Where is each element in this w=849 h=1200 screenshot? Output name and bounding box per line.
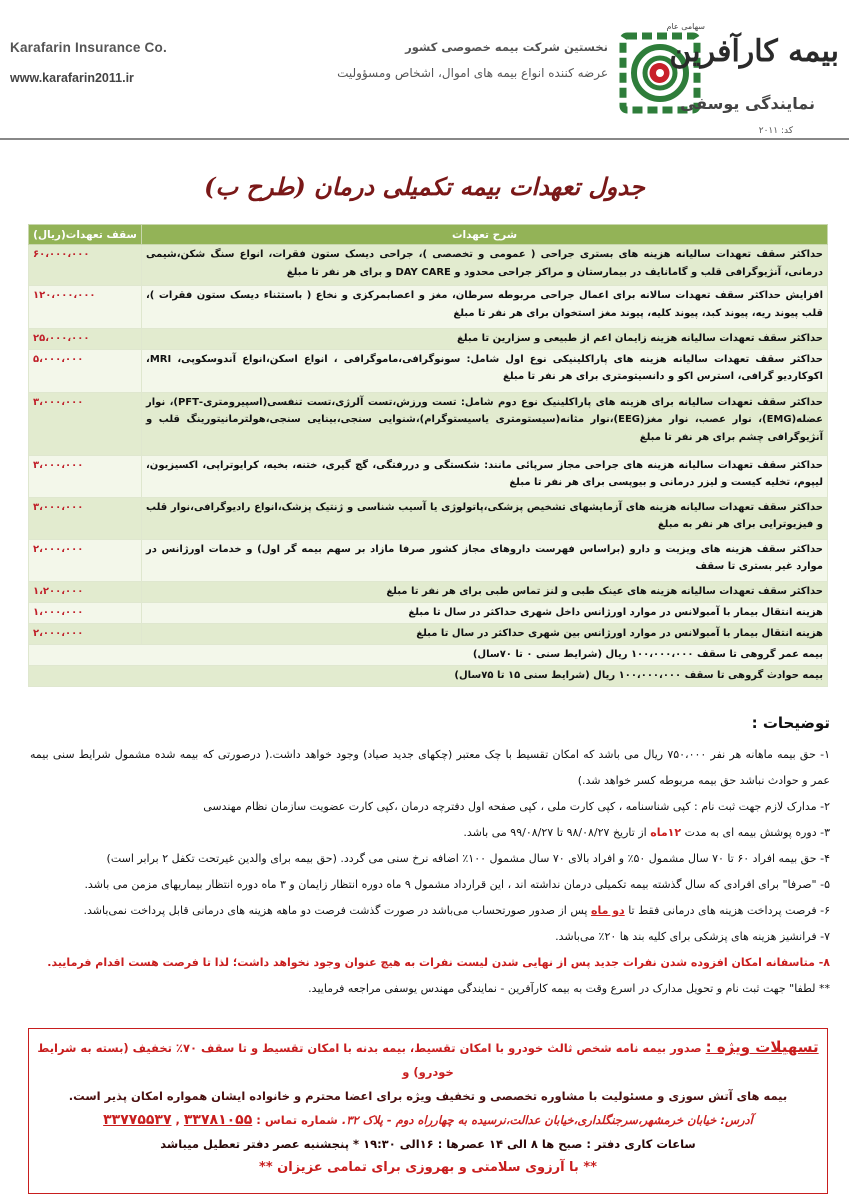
closing-wish: ** با آرزوی سلامتی و بهروزی برای تمامی عزیزان **: [259, 1160, 597, 1175]
table-footer-row: [29, 644, 828, 665]
notes-heading: توضیحات :: [751, 714, 830, 732]
logo-name: بیمه کارآفرین: [669, 34, 839, 69]
tagline-2: عرضه کننده انواع بیمه های اموال، اشخاص ومسؤولیت: [337, 66, 608, 80]
row-amount: ۱۲۰،۰۰۰،۰۰۰: [29, 286, 142, 329]
row-amount: ۳،۰۰۰،۰۰۰: [29, 455, 142, 497]
row-desc: حداکثر سقف تعهدات سالیانه هزینه های پاراکلینیکی نوع اول شامل: سونوگرافی،ماموگرافی ، انواع اسکن،انواع آندوسکوپی، MRI، اکوکاردیو گرافی، استرس اکو و دانسیتومتری برای هر نفر تا مبلغ: [142, 349, 828, 392]
row-amount: ۶۰،۰۰۰،۰۰۰: [29, 245, 142, 286]
row-desc: افزایش حداکثر سقف تعهدات سالانه برای اعمال جراحی مربوطه سرطان، مغز و اعصابمرکزی و نخاع ( باستثناء دیسک ستون فقرات )، قلب پیوند ریه، پیوند کبد، پیوند کلیه، پیوند مغز استخوان برای هر نفر تا مبلغ: [142, 286, 828, 329]
table-row: [29, 392, 828, 455]
phone-number-1[interactable]: ۳۳۷۸۱۰۵۵: [183, 1112, 253, 1128]
col-header-amount: سقف تعهدات(ریال): [29, 225, 142, 245]
row-desc: حداکثر سقف تعهدات سالیانه هزینه های آزمایشهای تشخیص پزشکی،پاتولوژی یا آسیب شناسی و ژنتیک پزشک،انواع رادیوگرافی،نوار قلب و فیزیوترایی برای هر نفر به مبلغ: [142, 497, 828, 539]
promo-heading: تسهیلات ویژه :: [705, 1038, 819, 1056]
promo-line-1: [37, 1035, 819, 1084]
row-amount: ۲،۰۰۰،۰۰۰: [29, 539, 142, 581]
table-footer-row: [29, 665, 828, 686]
row-amount: ۲۵،۰۰۰،۰۰۰: [29, 329, 142, 350]
note-4: ۴- حق بیمه افراد ۶۰ تا ۷۰ سال مشمول ۵۰٪ و افراد بالای ۷۰ سال مشمول ۱۰۰٪ اضافه نرخ سنی می گردد. (حق بیمه برای والدین غیرتحت تکفل ۲ برابر است): [106, 852, 830, 865]
letterhead-left: [10, 40, 210, 85]
contact-line: [37, 1108, 819, 1132]
table-row: [29, 497, 828, 539]
promo-line-2: بیمه های آتش سوزی و مسئولیت با مشاوره تخصصی و تخفیف ویژه برای اعضا محترم و خانواده ایشان همواره امکان پذیر است.: [68, 1089, 788, 1103]
note-7: ۷- فرانشیز هزینه های پزشکی برای کلیه بند ها ۲۰٪ می‌باشد.: [555, 930, 830, 943]
note-8: ۸- متاسفانه امکان افزوده شدن نفرات جدید پس از نهایی شدن لیست نفرات به هیچ عنوان وجود نخواهد داشت؛ لذا تا فرصت هست اقدام فرمایید.: [47, 956, 830, 969]
table-row: [29, 623, 828, 644]
row-amount: ۳،۰۰۰،۰۰۰: [29, 392, 142, 455]
note-6-deadline: دو ماه: [590, 904, 625, 917]
obligations-table: [28, 224, 828, 687]
accident-insurance-row: بیمه حوادث گروهی تا سقف ۱۰۰،۰۰۰،۰۰۰ ریال (شرایط سنی ۱۵ تا ۷۵سال): [29, 665, 828, 686]
letterhead-tagline: [318, 40, 608, 80]
row-desc: حداکثر سقف تعهدات سالیانه هزینه های جراحی مجاز سرپائی مانند: شکستگی و دررفتگی، گچ گیری، ختنه، بخیه، کرایوتراپی، اکسیزیون، لیپوم، تخلیه کیست و لیزر درمانی و بیوپسی برای هر نفر تا مبلغ: [142, 455, 828, 497]
agency-code: کد: ۲۰۱۱: [758, 126, 793, 136]
table-row: [29, 539, 828, 581]
note-9: ** لطفا" جهت ثبت نام و تحویل مدارک در اسرع وقت به بیمه کارآفرین - نمایندگی مهندس یوسفی مراجعه فرمایید.: [308, 982, 830, 995]
special-offers-box: [28, 1028, 828, 1194]
row-desc: حداکثر سقف تعهدات سالیانه برای هزینه های پاراکلینیک نوع دوم شامل: تست ورزش،تست آلرژی،تست تنفسی(اسپیرومتری-PFT)، نوار عضله(EMG)، نوار عصب، نوار مغز(EEG)،نوار مثانه(سیستومتری یاسیستوگرام)،شنوایی سنجی،بینایی سنجی،هولترمانیتورینگ قلب و آنژیوگرافی چشم برای هر نفر تا مبلغ: [142, 392, 828, 455]
note-3-text-a: ۳- دوره پوشش بیمه ای به مدت: [681, 826, 830, 839]
document-title: جدول تعهدات بیمه تکمیلی درمان (طرح ب): [204, 172, 645, 201]
table-header-row: [29, 225, 828, 245]
logo-subtext: سهامی عام: [666, 22, 705, 31]
address: آدرس: خیابان خرمشهر،سرجنگلداری،خیابان عدالت،نرسیده به چهارراه دوم - پلاک ۳۲.: [341, 1113, 753, 1127]
row-desc: حداکثر سقف تعهدات سالیانه هزینه های بستری جراحی ( عمومی و تخصصی )، جراحی دیسک ستون فقرات، انواع سنگ شکن،شیمی درمانی، آنژیوگرافی قلب و گامانایف در بیمارستان و مراکز جراحی محدود و DAY CARE و برای هر نفر تا مبلغ: [142, 245, 828, 286]
note-6-text-a: ۶- فرصت پرداخت هزینه های درمانی فقط تا: [624, 904, 830, 917]
table-row: [29, 581, 828, 602]
note-5: ۵- "صرفا" برای افرادی که سال گذشته بیمه تکمیلی درمان نداشته اند ، این قرارداد مشمول ۹ ماه دوره انتظار زایمان و ۳ ماه دوره انتظار بیماریهای مزمن می باشد.: [84, 878, 830, 891]
note-1: ۱- حق بیمه ماهانه هر نفر ۷۵۰،۰۰۰ ریال می باشد که امکان تقسیط با چک معتبر (چکهای جدید صیاد) وجود خواهد داشت.( درصورتی که بیمه شده مشمول شرایط سنی بیمه عمر و حوادث نباشد حق بیمه مربوطه کسر خواهد شد.): [30, 748, 830, 787]
phone-separator: ,: [171, 1113, 184, 1127]
note-3: [30, 820, 830, 846]
note-2: ۲- مدارک لازم جهت ثبت نام : کپی شناسنامه ، کپی کارت ملی ، کپی صفحه اول دفترچه درمان ،کپی کارت عضویت سازمان نظام مهندسی: [203, 800, 830, 813]
website-url: www.karafarin2011.ir: [10, 71, 134, 85]
row-amount: ۳،۰۰۰،۰۰۰: [29, 497, 142, 539]
letterhead: [0, 0, 849, 138]
note-3-text-c: از تاریخ ۹۸/۰۸/۲۷ تا ۹۹/۰۸/۲۷ می باشد.: [463, 826, 651, 839]
note-6-text-c: پس از صدور صورتحساب می‌باشد در صورت گذشت فرصت دو ماهه هزینه های درمانی قابل پرداخت نمی‌باشد.: [83, 904, 591, 917]
row-desc: هزینه انتقال بیمار با آمبولانس در موارد اورژانس داخل شهری حداکثر در سال تا مبلغ: [142, 602, 828, 623]
office-hours: ساعات کاری دفتر : صبح ها ۸ الی ۱۴ عصرها : ۱۶الی ۱۹:۳۰ * پنجشنبه عصر دفتر تعطیل میباشد: [160, 1137, 696, 1151]
note-3-duration: ۱۲ماه: [650, 826, 682, 839]
table-row: [29, 602, 828, 623]
row-desc: هزینه انتقال بیمار با آمبولانس در موارد اورژانس بین شهری حداکثر در سال تا مبلغ: [142, 623, 828, 644]
notes-section: [30, 714, 830, 1002]
row-amount: ۱،۲۰۰،۰۰۰: [29, 581, 142, 602]
note-6: [30, 898, 830, 924]
table-row: [29, 349, 828, 392]
phone-label: شماره تماس :: [252, 1113, 342, 1127]
company-logo: [615, 6, 845, 134]
row-amount: ۵،۰۰۰،۰۰۰: [29, 349, 142, 392]
row-amount: ۲،۰۰۰،۰۰۰: [29, 623, 142, 644]
table-row: [29, 245, 828, 286]
table-row: [29, 329, 828, 350]
tagline-1: نخستین شرکت بیمه خصوصی کشور: [405, 40, 608, 54]
col-header-desc: شرح تعهدات: [142, 225, 828, 245]
phone-number-2[interactable]: ۳۳۷۷۵۵۳۷: [103, 1112, 172, 1128]
row-desc: حداکثر سقف تعهدات سالیانه هزینه زایمان اعم از طبیعی و سزارین تا مبلغ: [142, 329, 828, 350]
life-insurance-row: بیمه عمر گروهی تا سقف ۱۰۰،۰۰۰،۰۰۰ ریال (شرایط سنی ۰ تا ۷۰سال): [29, 644, 828, 665]
row-desc: حداکثر سقف هزینه های ویزیت و دارو (براساس فهرست داروهای مجاز کشور صرفا مازاد بر سهم بیمه گر اول) و خدمات اورژانس در موارد غیر بستری تا سقف: [142, 539, 828, 581]
header-divider: [0, 138, 849, 140]
company-name-en: Karafarin Insurance Co.: [10, 40, 167, 55]
agency-name: نمایندگی یوسفی: [679, 94, 815, 113]
row-desc: حداکثر سقف تعهدات سالیانه هزینه های عینک طبی و لنز تماس طبی برای هر نفر تا مبلغ: [142, 581, 828, 602]
table-row: [29, 455, 828, 497]
table-row: [29, 286, 828, 329]
row-amount: ۱،۰۰۰،۰۰۰: [29, 602, 142, 623]
promo-text-1: صدور بیمه نامه شخص ثالث خودرو با امکان تقسیط، بیمه بدنه با امکان تقسیط و تا سقف ۷۰٪ تخفیف (بسته به شرایط خودرو) و: [37, 1041, 706, 1079]
